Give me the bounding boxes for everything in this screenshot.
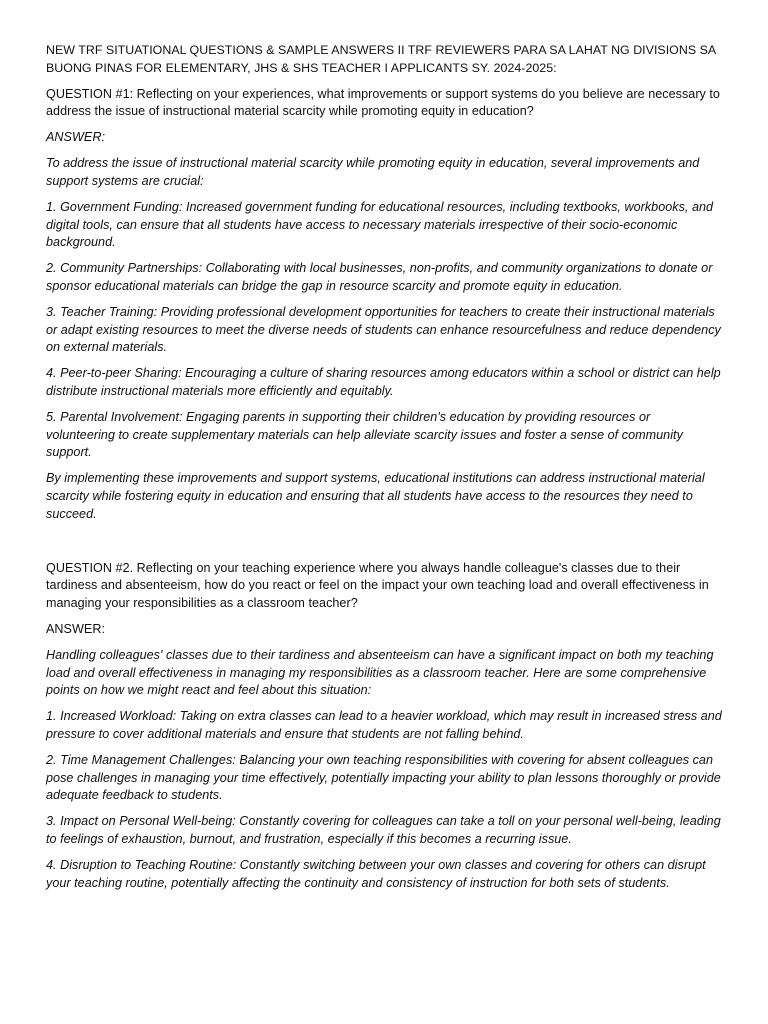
answer-2-point: 2. Time Management Challenges: Balancing your own teaching responsibilities with covering for absent colleagues can pose challenges in managing your time effectively, potentially impacting your ability to plan lessons thoroughly or provide adequate feedback to students. bbox=[46, 753, 721, 803]
answer-2-point: 3. Impact on Personal Well-being: Constantly covering for colleagues can take a toll on your personal well-being, leading to feelings of exhaustion, burnout, and frustration, especially if this becomes a recurring issue. bbox=[46, 814, 721, 846]
answer-1-point: 4. Peer-to-peer Sharing: Encouraging a culture of sharing resources among educators within a school or district can help distribute instructional materials more efficiently and equitably. bbox=[46, 366, 721, 398]
document-title: NEW TRF SITUATIONAL QUESTIONS & SAMPLE ANSWERS II TRF REVIEWERS PARA SA LAHAT NG DIVISIONS SA BUONG PINAS FOR ELEMENTARY, JHS & SHS TEACHER I APPLICANTS SY. 2024-2025: bbox=[46, 43, 716, 75]
answer-2-point: 1. Increased Workload: Taking on extra classes can lead to a heavier workload, which may result in increased stress and pressure to cover additional materials and ensure that students are not falling behind. bbox=[46, 709, 722, 741]
answer-1-point: 2. Community Partnerships: Collaborating with local businesses, non-profits, and community organizations to donate or sponsor educational materials can bridge the gap in resource scarcity and promote equity in education. bbox=[46, 261, 713, 294]
answer-1-point: 1. Government Funding: Increased government funding for educational resources, including textbooks, workbooks, and digital tools, can ensure that all students have access to necessary materials irrespective of their socio-economic background. bbox=[46, 200, 714, 250]
question-2: QUESTION #2. Reflecting on your teaching experience where you always handle colleague's classes due to their tardiness and absenteeism, how do you react or feel on the impact your own teaching load and overall effectiveness in managing your responsibilities as a classroom teacher? bbox=[46, 560, 709, 610]
answer-1-point: 5. Parental Involvement: Engaging parents in supporting their children's education by providing resources or volunteering to create supplementary materials can help alleviate scarcity issues and foster a sense of community support. bbox=[46, 410, 683, 460]
answer-1-intro: To address the issue of instructional material scarcity while promoting equity in education, several improvements and support systems are crucial: bbox=[46, 156, 700, 189]
question-1: QUESTION #1: Reflecting on your experiences, what improvements or support systems do you believe are necessary to address the issue of instructional material scarcity while promoting equity in education? bbox=[46, 86, 720, 119]
answer-2-intro: Handling colleagues' classes due to their tardiness and absenteeism can have a significant impact on both my teaching load and overall effectiveness in managing my responsibilities as a classroom teacher. Here are some comprehensive points on how we might react and feel about this situation: bbox=[46, 648, 714, 698]
answer-label-2: ANSWER: bbox=[46, 621, 105, 636]
answer-label-1: ANSWER: bbox=[46, 130, 105, 145]
section-spacer bbox=[46, 532, 722, 560]
answer-1-conclusion: By implementing these improvements and support systems, educational institutions can address instructional material scarcity while fostering equity in education and ensuring that all students have access to the resources they need to succeed. bbox=[46, 471, 705, 521]
answer-2-point: 4. Disruption to Teaching Routine: Constantly switching between your own classes and covering for others can disrupt your teaching routine, potentially affecting the continuity and consistency of instruction for both sets of students. bbox=[46, 857, 706, 890]
answer-1-point: 3. Teacher Training: Providing professional development opportunities for teachers to create their instructional materials or adapt existing resources to meet the diverse needs of students can enhance resourcefulness and reduce dependency on external materials. bbox=[46, 305, 721, 355]
